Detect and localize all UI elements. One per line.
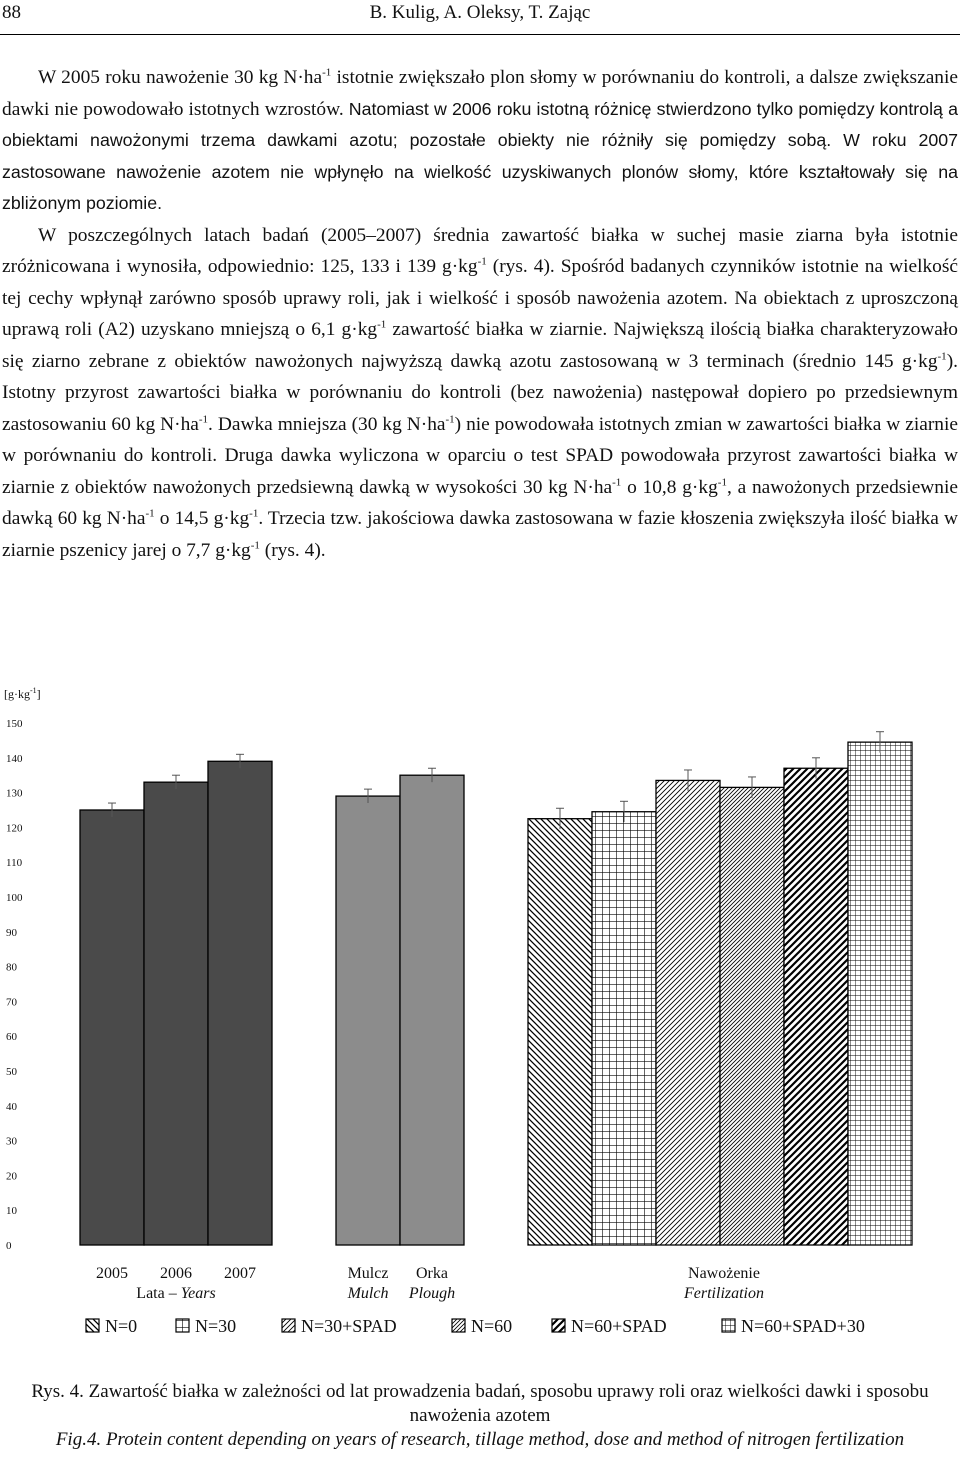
axis-layer [4, 686, 41, 1252]
legend-label: N=60+SPAD [571, 1316, 667, 1336]
bar [656, 780, 720, 1245]
bar [720, 787, 784, 1245]
bar [80, 810, 144, 1245]
y-tick-label: 60 [6, 1031, 17, 1044]
category-label: 2005 [96, 1265, 128, 1282]
paragraph-1: W 2005 roku nawożenie 30 kg $N\cdot ha^{-1}$ istotnie zwiększało plon słomy w porównaniu do kontroli, a dalsze zwiększanie dawki nie powodowało istotnych wzrostów. Natomiast w 2006 roku istotną różnicę stwierdzono tylko pomiędzy kontrolą a obiektami nawożonymi trzema dawkami azotu; pozostałe obiekty nie różniły się pomiędzy sobą. W roku 2007 zastosowane nawożenie azotem nie wpłynęło na wielkość uzyskiwanych plonów słomy, które kształtowały się na zbliżonym poziomie. [2, 66, 958, 213]
protein-chart-svg [0, 680, 960, 1380]
running-head-authors: B. Kulig, A. Oleksy, T. Zając [369, 2, 591, 23]
y-tick-label: 0 [6, 1240, 12, 1252]
y-tick-label: 30 [6, 1135, 17, 1148]
category-label-en: Plough [408, 1285, 456, 1302]
category-label: Orka [416, 1265, 448, 1282]
y-tick-label: 130 [6, 787, 23, 800]
y-tick-label: 50 [6, 1066, 17, 1078]
caption-english: Fig.4. Protein content depending on years of research, tillage method, dose and method of nitrogen fertilization [55, 1429, 905, 1450]
protein-chart [0, 680, 960, 1380]
page-number: 88 [2, 2, 21, 23]
y-axis-label: $[g\cdot kg^{-1}]$ [4, 686, 41, 701]
legend [86, 1316, 865, 1336]
y-tick-label: 90 [6, 926, 17, 939]
legend-swatch [282, 1319, 295, 1332]
legend-label: N=60+SPAD+30 [741, 1316, 865, 1336]
page-header [0, 0, 960, 36]
y-tick-label: 70 [6, 996, 17, 1009]
y-tick-label: 110 [6, 857, 23, 870]
legend-swatch [86, 1319, 99, 1332]
bar [400, 775, 464, 1245]
bar [208, 761, 272, 1245]
legend-label: N=30+SPAD [301, 1316, 397, 1336]
legend-swatch [552, 1319, 565, 1332]
bar [528, 819, 592, 1245]
header-rule [0, 34, 960, 35]
legend-swatch [176, 1319, 189, 1332]
legend-label: N=30 [195, 1316, 237, 1336]
legend-label: N=0 [105, 1316, 138, 1336]
bar [592, 812, 656, 1245]
legend-label: N=60 [471, 1316, 513, 1336]
legend-swatch [452, 1319, 465, 1332]
y-tick-label: 80 [6, 961, 17, 974]
y-tick-label: 150 [6, 718, 23, 730]
labels-layer [96, 1265, 764, 1302]
category-label: 2006 [160, 1265, 192, 1282]
bars-layer [80, 732, 912, 1245]
body-text [2, 62, 958, 566]
y-tick-label: 20 [6, 1170, 17, 1183]
group-label-years: Lata – Years [136, 1285, 216, 1302]
paragraph-2: W poszczególnych latach badań (2005–2007) średnia zawartość białka w suchej masie ziarna była istotnie zróżnicowana i wynosiła, odpowiednio: 125, 133 i 139 $g\cdot kg^{-1}$ (rys. 4). Spośród badanych czynników istotnie na wielkość tej cechy wpłynął zarówno sposób uprawy roli, jak i wielkość i sposób nawożenia azotem. Na obiektach z uproszczoną uprawą roli (A2) uzyskano mniejszą o 6,1 $g\cdot kg^{-1}$ zawartość białka w ziarnie. Największą ilością białka charakteryzowało się ziarno zebrane z obiektów nawożonych najwyższą dawką azotu zastosowaną w 3 terminach (średnio 145 $g\cdot kg^{-1}$). Istotny przyrost zawartości białka w porównaniu do kontroli (bez nawożenia) następował dopiero po przedsiewnym zastosowaniu 60 kg $N\cdot ha^{-1}$. Dawka mniejsza (30 kg $N\cdot ha^{-1}$) nie powodowała istotnych zmian w zawartości białka w ziarnie w porównaniu do kontroli. Druga dawka wyliczona w oparciu o test SPAD powodowała przyrost zawartości białka w ziarnie z obiektów nawożonych przedsiewną dawką w wysokości 30 kg $N\cdot ha^{-1}$ o 10,8 $g\cdot kg^{-1}$, a nawożonych przedsiewnie dawką 60 kg $N\cdot ha^{-1}$ o 14,5 $g\cdot kg^{-1}$. Trzecia tzw. jakościowa dawka zastosowana w fazie kłoszenia zwiększyła ilość białka w ziarnie pszenicy jarej o 7,7 $g\cdot kg^{-1}$ (rys. 4). [2, 224, 958, 561]
bar [784, 768, 848, 1245]
category-label: Mulcz [347, 1265, 389, 1282]
caption-polish: Rys. 4. Zawartość białka w zależności od lat prowadzenia badań, sposobu uprawy roli oraz wielkości dawki i sposobu nawożenia azotem [31, 1381, 929, 1426]
y-tick-label: 140 [6, 752, 23, 765]
figure-caption [0, 1380, 960, 1452]
y-tick-label: 10 [6, 1205, 17, 1218]
bar [144, 782, 208, 1245]
group-label-fertilization: Nawożenie [688, 1265, 760, 1282]
category-label-en: Mulch [347, 1285, 389, 1302]
bar [336, 796, 400, 1245]
bar [848, 742, 912, 1245]
y-tick-label: 40 [6, 1100, 17, 1113]
y-tick-label: 100 [6, 892, 23, 904]
y-tick-label: 120 [6, 822, 23, 835]
category-label: 2007 [224, 1265, 256, 1282]
legend-swatch [722, 1319, 735, 1332]
group-label-fertilization-en: Fertilization [684, 1285, 764, 1302]
